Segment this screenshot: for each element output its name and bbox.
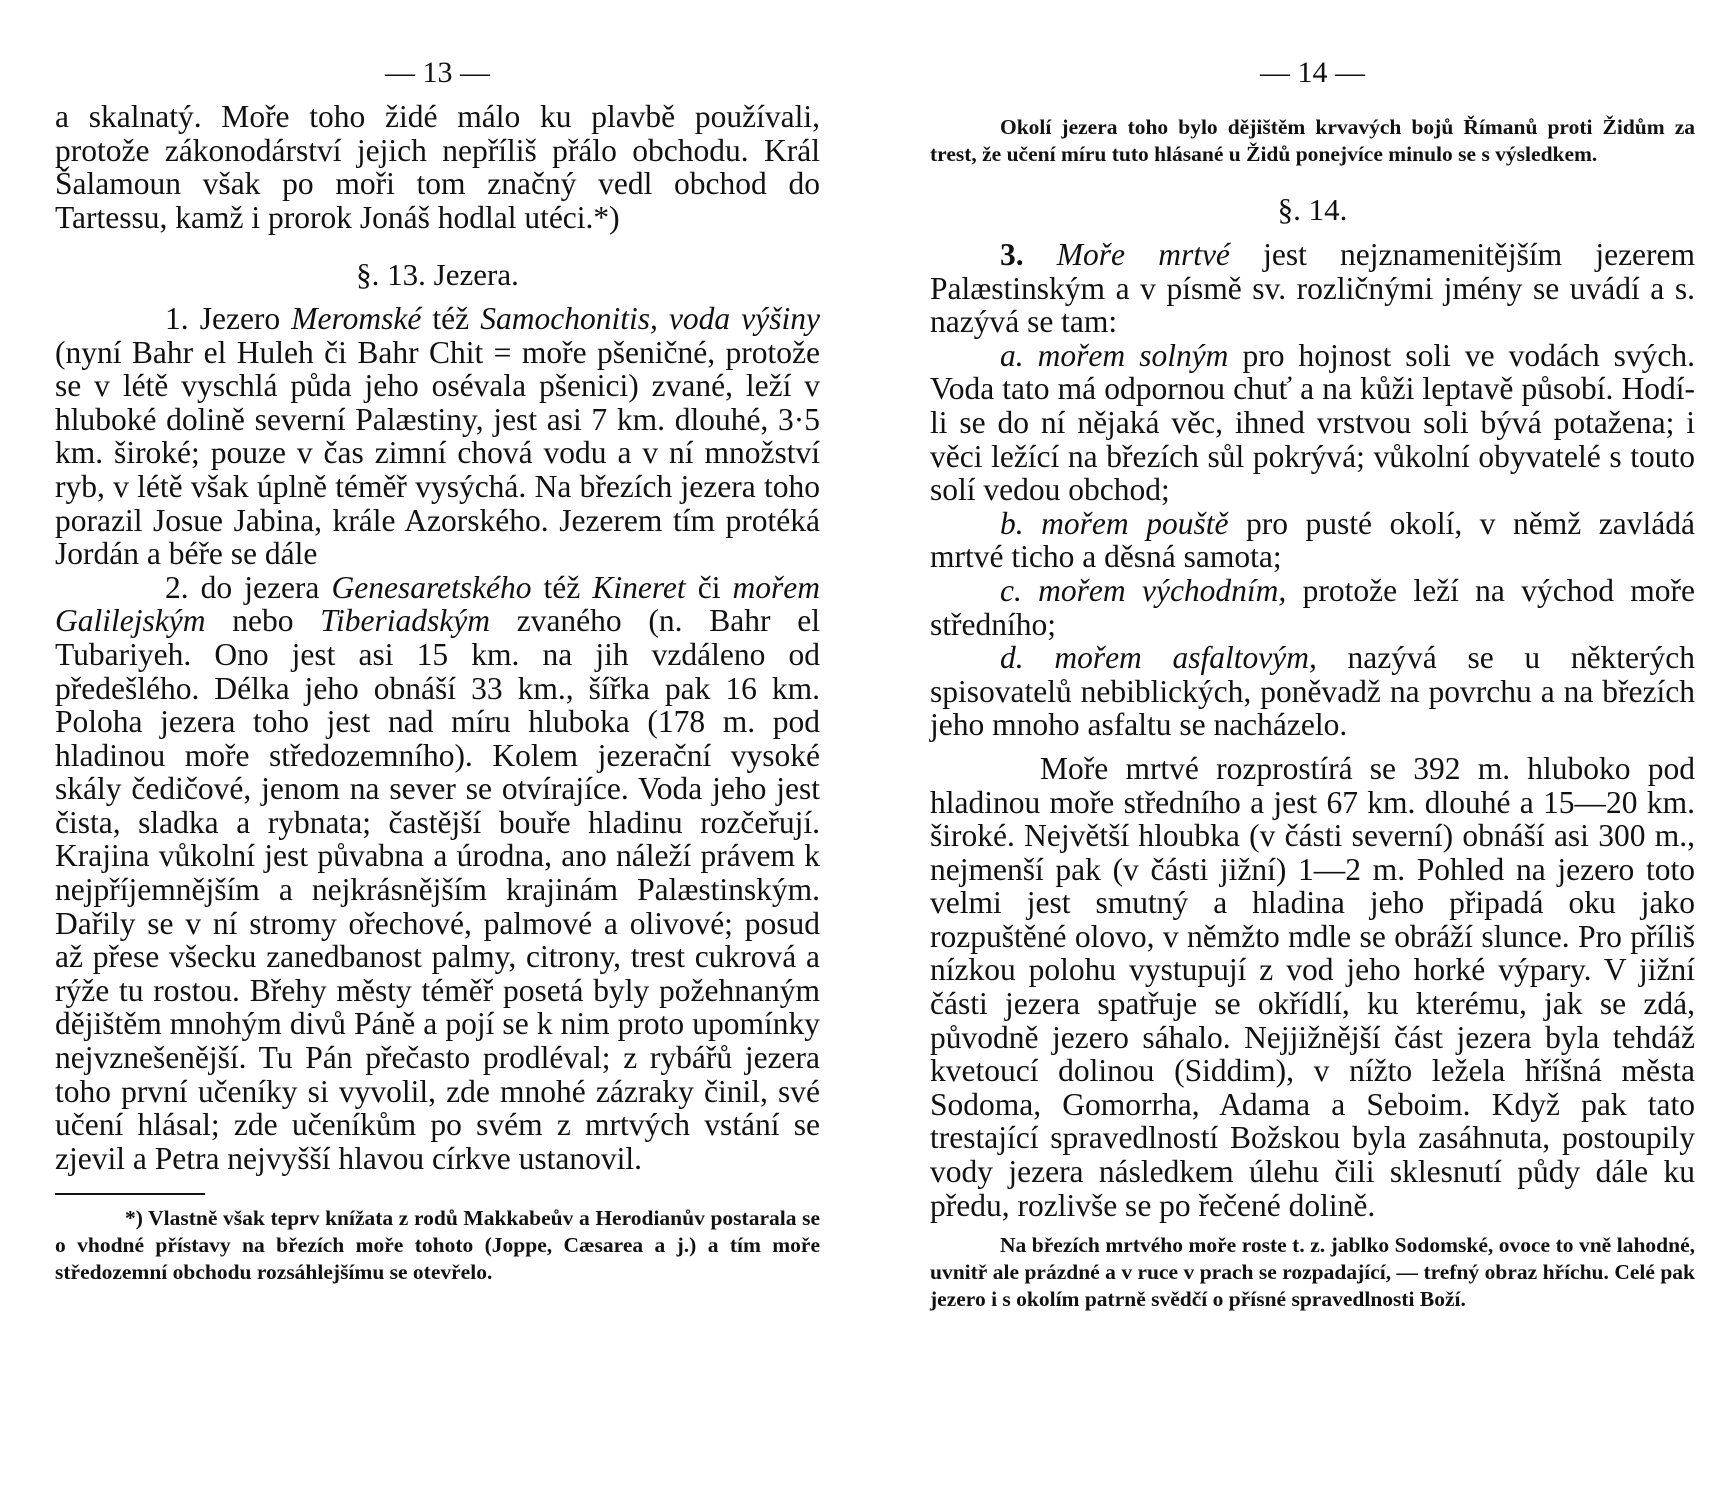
paragraph [930,238,1695,339]
closing-note: Na březích mrtvého moře roste t. z. jablko Sodomské, ovoce to vně lahodné, uvnitř ale prázdné a v ruce v prach se rozpadající, — trefný obraz hříchu. Celé pak jezero i s okolím patrně svědčí o přísné spravedlnosti Boží. [930,1233,1695,1312]
italic-term: Meromské [291,300,422,336]
italic-term: c. mořem východním, [1000,572,1287,608]
text-run: pro hojnost soli ve vodách svých. Voda tato má odpornou chuť a na kůži leptavě působí. Hodí-li se do ní nějaká věc, ihned vrstvou soli bývá potažena; i věci ležící na březích sůl pokrývá; vůkolní obyvatelé s touto solí vedou obchod; [930,337,1695,508]
text-run: 3. [1000,237,1057,272]
italic-term: mořem Galilejským [55,569,821,639]
italic-term: a. mořem solným [1000,337,1229,373]
section-heading: §. 13. Jezera. [356,257,519,293]
list-item [930,574,1695,641]
text-run: zvaného (n. Bahr el Tubariyeh. Ono jest asi 15 km. na jih vzdáleno od předešlého. Délka jeho obnáší 33 km., šířka pak 16 km. Poloha jezera toho jest nad míru hluboka (178 m. pod hladinou moře středozemního). Kolem jezerační vysoké skály čedičové, jenom na sever se otvírajíce. Voda jeho jest čista, sladka a rybnata; častější bouře hladinu rozčeřují. Krajina vůkolní jest půvabna a úrodna, ano náleží právem k nejpříjemnějším a nejkrásnějším krajinám Palæstinským. Dařily se v ní stromy ořechové, palmové a olivové; posud až přese všecku zanedbanost palmy, citrony, trest cukrová a rýže tu rostou. Břehy městy téměř posetá byly požehnaným dějištěm mnohým divů Páně a pojí se k nim proto upomínky nejvznešenější. Tu Pán přečasto prodléval; z rybářů jezera toho první učeníky si vyvolil, zde mnohé zázraky činil, své učení hlásal; zde učeníkům po svém z mrtvých vstání se zjevil a Petra nejvyšší hlavou církve ustanovil. [55,603,821,1176]
page-number: — 13 — [385,56,490,89]
italic-term: Samochonitis, voda výšiny [480,300,820,336]
text-run: nebo [205,603,321,639]
paragraph: Moře mrtvé rozprostírá se 392 m. hluboko pod hladinou moře středního a jest 67 km. dlouhé a 15—20 km. široké. Největší hloubka (v části severní) obnáší asi 300 m., nejmenší pak (v části jižní) 1—2 m. Pohled na jezero toto velmi jest smutný a hladina jeho připadá oku jako rozpuštěné olovo, v němžto mdle se obráží slunce. Pro příliš nízkou polohu vystupují z vod jeho horké výpary. V jižní části jezera spatřuje se okřídlí, ku kterému, jak se zdá, původně jezero sáhalo. Nejjižnější část jezera byla tehdáž kvetoucí dolinou (Siddim), v nížto ležela hříšná města Sodoma, Gomorrha, Adama a Seboim. Když pak tato trestající spravedlností Božskou byla zasáhnuta, postoupily vody jezera následkem úlehu čili sklesnutí půdy dále ku předu, rozlivše se po řečené dolině. [930,750,1695,1223]
left-page [55,0,820,1286]
text-run: či [685,569,733,605]
text-run: nazývá se u některých spisovatelů nebiblických, poněvadž na povrchu a na březích jeho mnoho asfaltu se nacházelo. [930,640,1695,743]
text-run: též [421,300,481,336]
list-item [930,507,1695,574]
footnote [55,1205,820,1286]
italic-term: b. mořem pouště [1000,505,1229,541]
intro-note: Okolí jezera toho bylo dějištěm krvavých bojů Římanů proti Židům za trest, že učení míru tuto hlásané u Židů ponejvíce minulo se s výsledkem. [930,115,1695,166]
text-run: 2. do jezera [165,569,332,605]
text-run: 1. Jezero [165,300,292,336]
section-heading: §. 14. [1277,192,1348,227]
list-item [930,339,1695,507]
right-body [930,238,1695,1222]
left-body [55,100,820,1175]
paragraph [55,302,820,571]
footnote-text: *) Vlastně však teprv knížata z rodů Makkabeův a Herodianův postarala se o vhodné přístavy na březích moře tohoto (Joppe, Cæsarea a j.) a tím moře středozemní obchodu rozsáhlejšímu se otevřelo. [55,1206,820,1285]
text-run: protože leží na východ moře středního; [930,572,1695,642]
italic-term: d. mořem asfaltovým, [1000,640,1317,676]
list-item [930,641,1695,742]
italic-term: Genesaretského [331,569,532,605]
text-run: též [531,569,593,605]
paragraph: a skalnatý. Moře toho židé málo ku plavbě používali, protože zákonodárství jejich nepříliš přálo obchodu. Král Šalamoun však po moři tom značný vedl obchod do Tartessu, kamž i prorok Jonáš hodlal utéci.*) [55,99,820,235]
page-number: — 14 — [1260,56,1365,89]
text-run: pro pusté okolí, v němž zavládá mrtvé ticho a děsná samota; [930,505,1695,575]
italic-term: Tiberiadským [320,603,490,639]
italic-term: Kineret [592,569,686,605]
text-run: jest nejznamenitějším jezerem Palæstinským a v písmě sv. rozličnými jmény se uvádí a s. nazývá se tam: [930,237,1696,340]
italic-term: Moře mrtvé [1056,237,1230,272]
footnote-rule [55,1193,205,1195]
right-page [930,0,1695,1313]
text-run: (nyní Bahr el Huleh či Bahr Chit = moře pšeničné, protože se v létě vyschlá půda jeho osévala pšenici) zvané, leží v hluboké dolině severní Palæstiny, jest asi 7 km. dlouhé, 3·5 km. široké; pouze v čas zimní chová vodu a v ní množství ryb, v létě však úplně téměř vysýchá. Na březích jezera toho porazil Josue Jabina, krále Azorského. Jezerem tím protéká Jordán a béře se dále [55,334,820,572]
paragraph [55,571,820,1176]
